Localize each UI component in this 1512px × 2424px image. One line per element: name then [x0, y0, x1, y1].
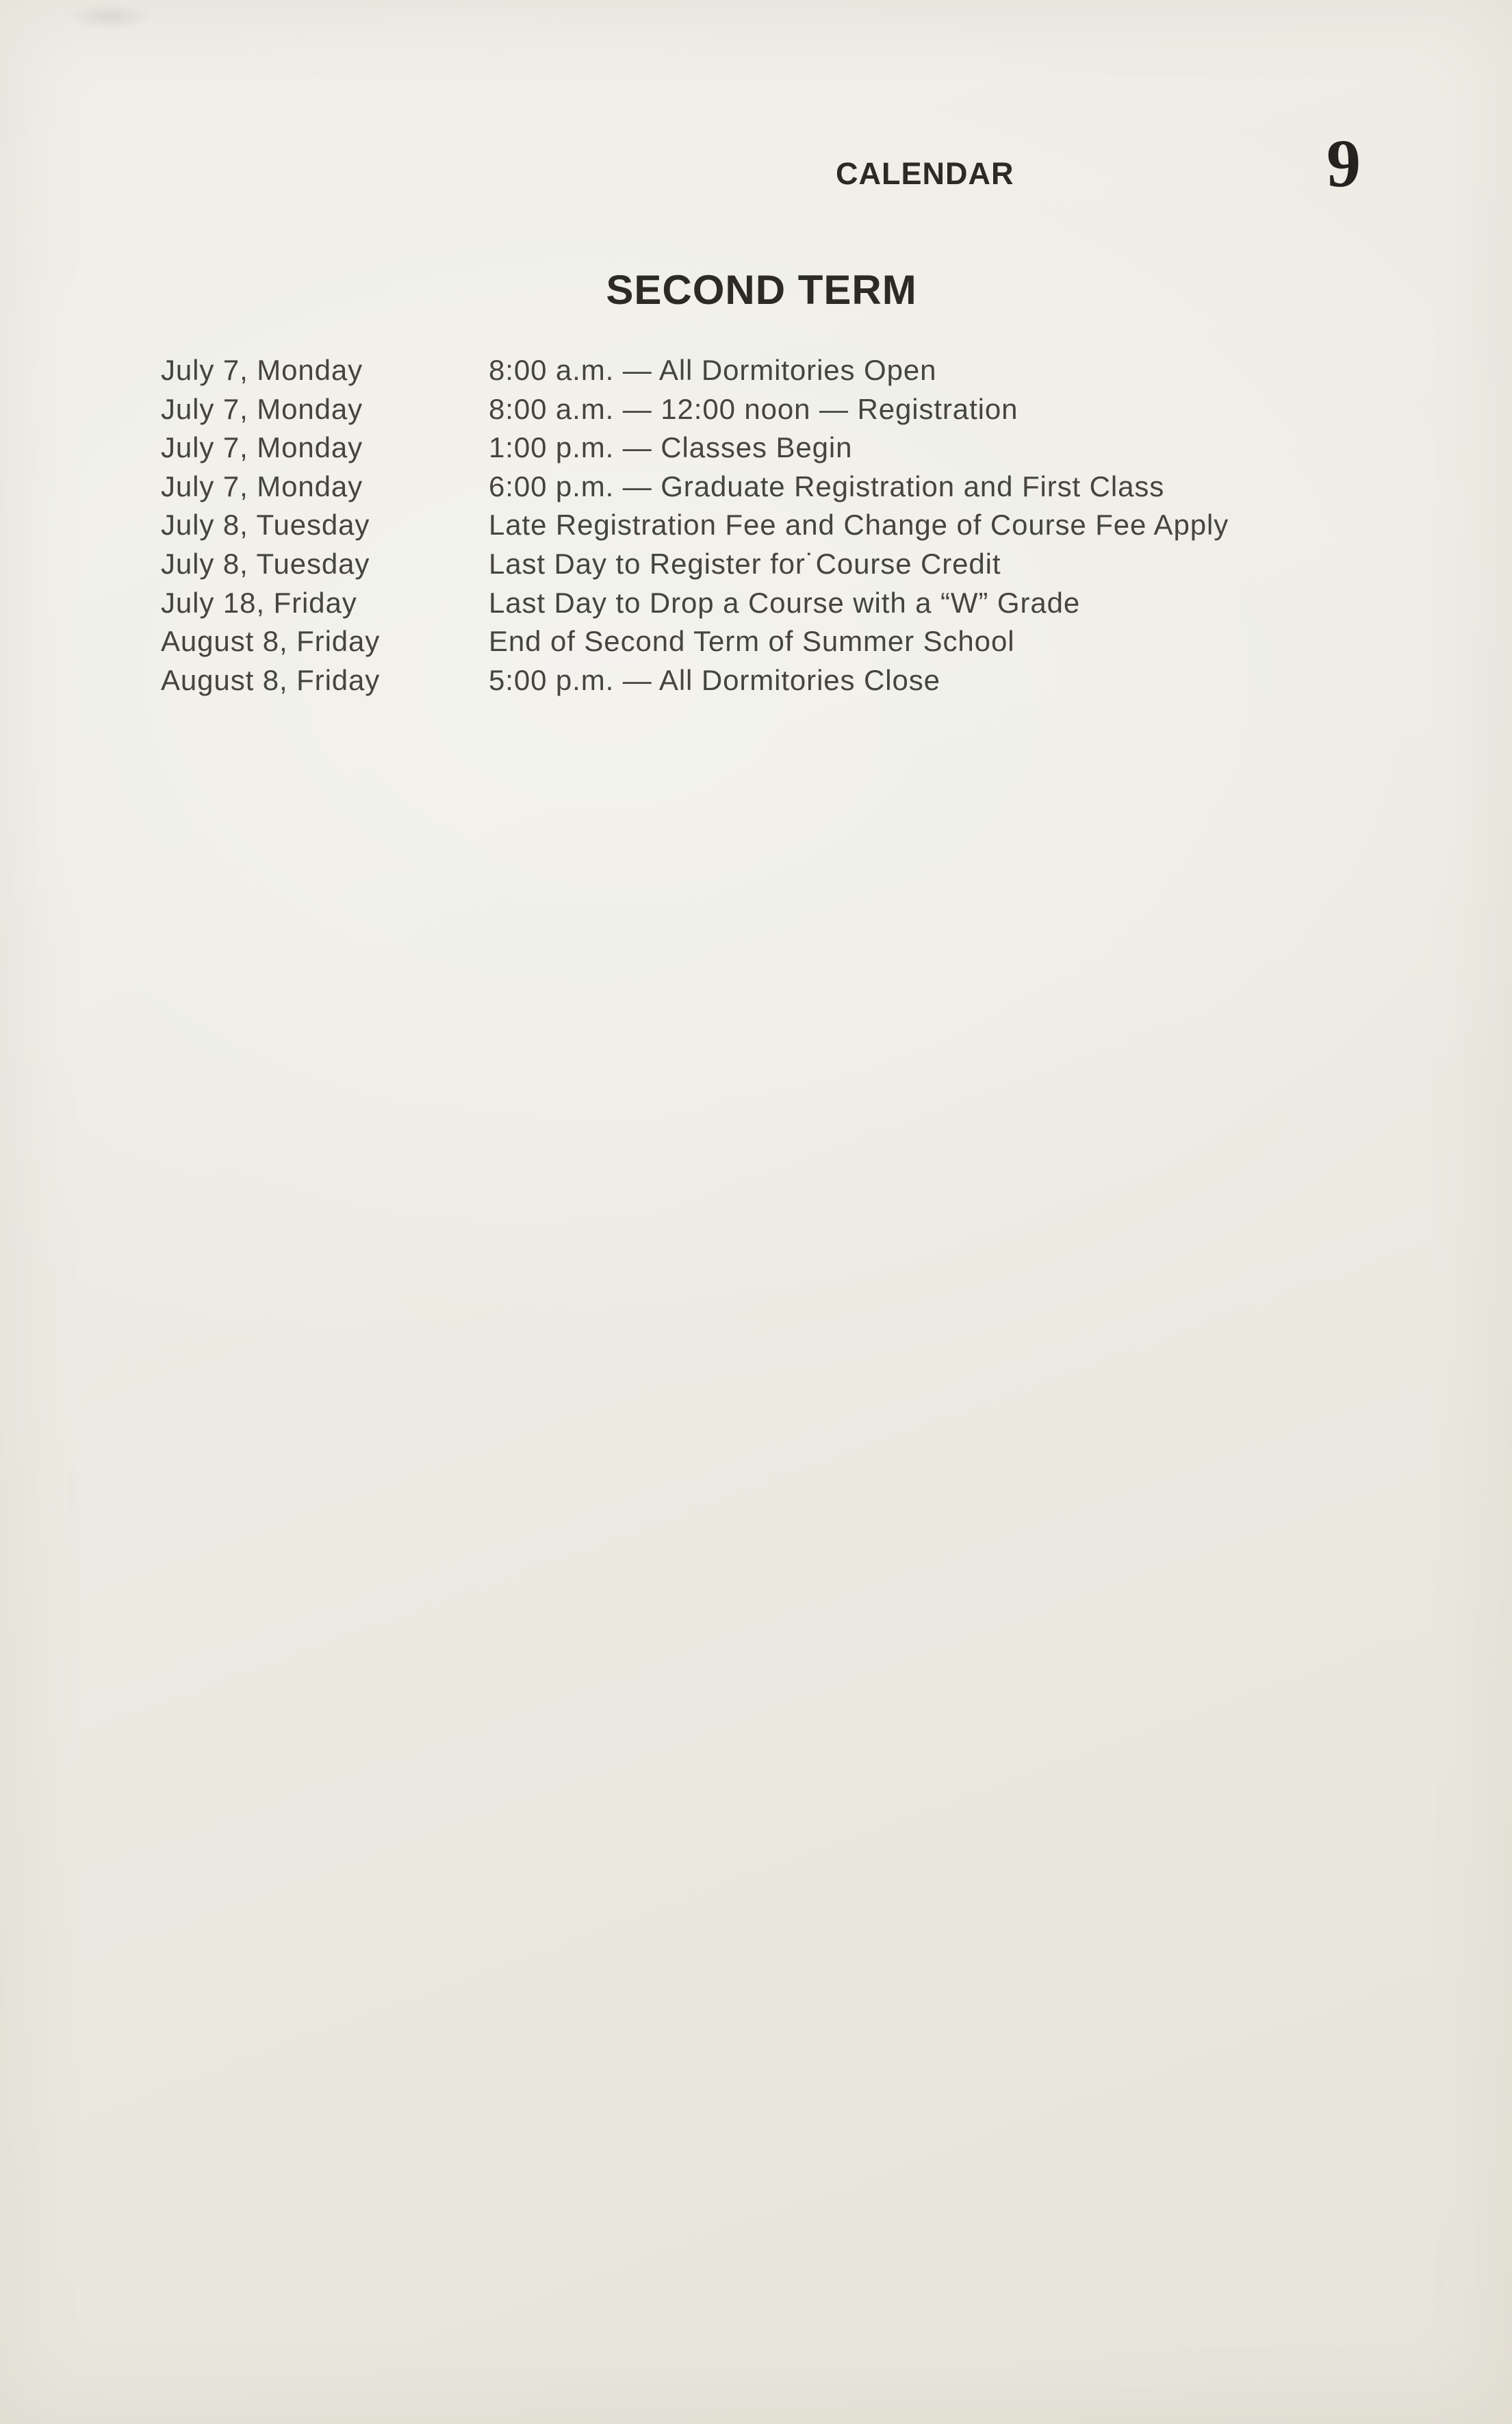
schedule-row [161, 429, 1366, 468]
schedule-date: July 8, Tuesday [161, 509, 370, 541]
running-header-title: CALENDAR [836, 156, 1014, 191]
section-title: SECOND TERM [606, 267, 917, 313]
schedule-date: July 8, Tuesday [161, 547, 370, 580]
schedule-event: Last Day to Register for˙Course Credit [489, 547, 1001, 580]
schedule-event: 1:00 p.m. — Classes Begin [489, 431, 853, 464]
scan-smudge-top-left [41, 0, 178, 55]
schedule-event: Late Registration Fee and Change of Course Fee Apply [489, 509, 1229, 541]
schedule-event: 5:00 p.m. — All Dormitories Close [489, 663, 940, 696]
schedule-date: July 7, Monday [161, 470, 363, 502]
schedule-event: 8:00 a.m. — All Dormitories Open [489, 354, 937, 386]
schedule-row [161, 390, 1366, 429]
schedule-row [161, 506, 1366, 545]
schedule-date: August 8, Friday [161, 625, 381, 658]
schedule-row [161, 622, 1366, 661]
schedule-row [161, 351, 1366, 390]
schedule-date: July 7, Monday [161, 431, 363, 464]
page-number: 9 [1327, 125, 1361, 201]
schedule-event: 8:00 a.m. — 12:00 noon — Registration [489, 392, 1018, 425]
schedule-date: July 7, Monday [161, 392, 363, 425]
schedule-row [161, 661, 1366, 700]
schedule-date: August 8, Friday [161, 663, 381, 696]
schedule-table [161, 351, 1366, 700]
schedule-event: 6:00 p.m. — Graduate Registration and First Class [489, 470, 1165, 502]
schedule-row [161, 584, 1366, 623]
schedule-event: End of Second Term of Summer School [489, 625, 1015, 658]
schedule-row [161, 545, 1366, 584]
schedule-date: July 18, Friday [161, 586, 357, 619]
schedule-event: Last Day to Drop a Course with a “W” Grade [489, 586, 1081, 619]
schedule-date: July 7, Monday [161, 354, 363, 386]
schedule-row [161, 468, 1366, 507]
